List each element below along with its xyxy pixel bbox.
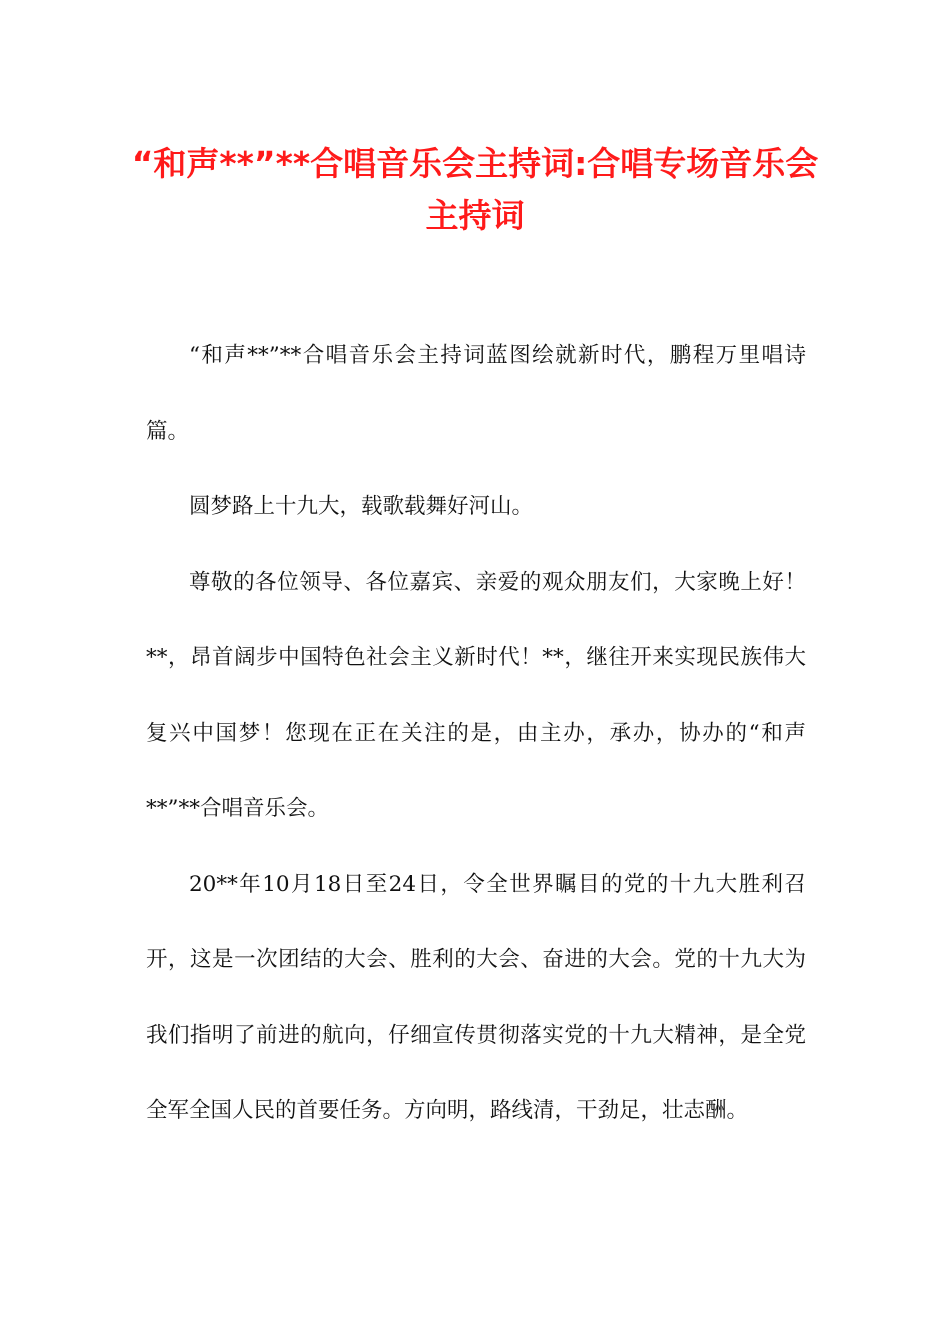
paragraph: “和声**”**合唱音乐会主持词蓝图绘就新时代，鹏程万里唱诗篇。 <box>146 343 806 444</box>
document-body <box>146 318 806 1149</box>
paragraph: 20**年10月18日至24日，令全世界瞩目的党的十九大胜利召开，这是一次团结的大会、胜利的大会、奋进的大会。党的十九大为我们指明了前进的航向，仔细宣传贯彻落实党的十九大精神，是全党全军全国人民的首要任务。方向明，路线清，干劲足，壮志酬。 <box>146 871 806 1123</box>
document-title: “和声**”**合唱音乐会主持词:合唱专场音乐会主持词 <box>131 144 819 235</box>
paragraph: 尊敬的各位领导、各位嘉宾、亲爱的观众朋友们，大家晚上好！**，昂首阔步中国特色社会主义新时代！**，继往开来实现民族伟大复兴中国梦！您现在正在关注的是，由主办，承办，协办的“和声**”**合唱音乐会。 <box>146 569 806 821</box>
paragraph: 圆梦路上十九大，载歌载舞好河山。 <box>189 494 534 519</box>
